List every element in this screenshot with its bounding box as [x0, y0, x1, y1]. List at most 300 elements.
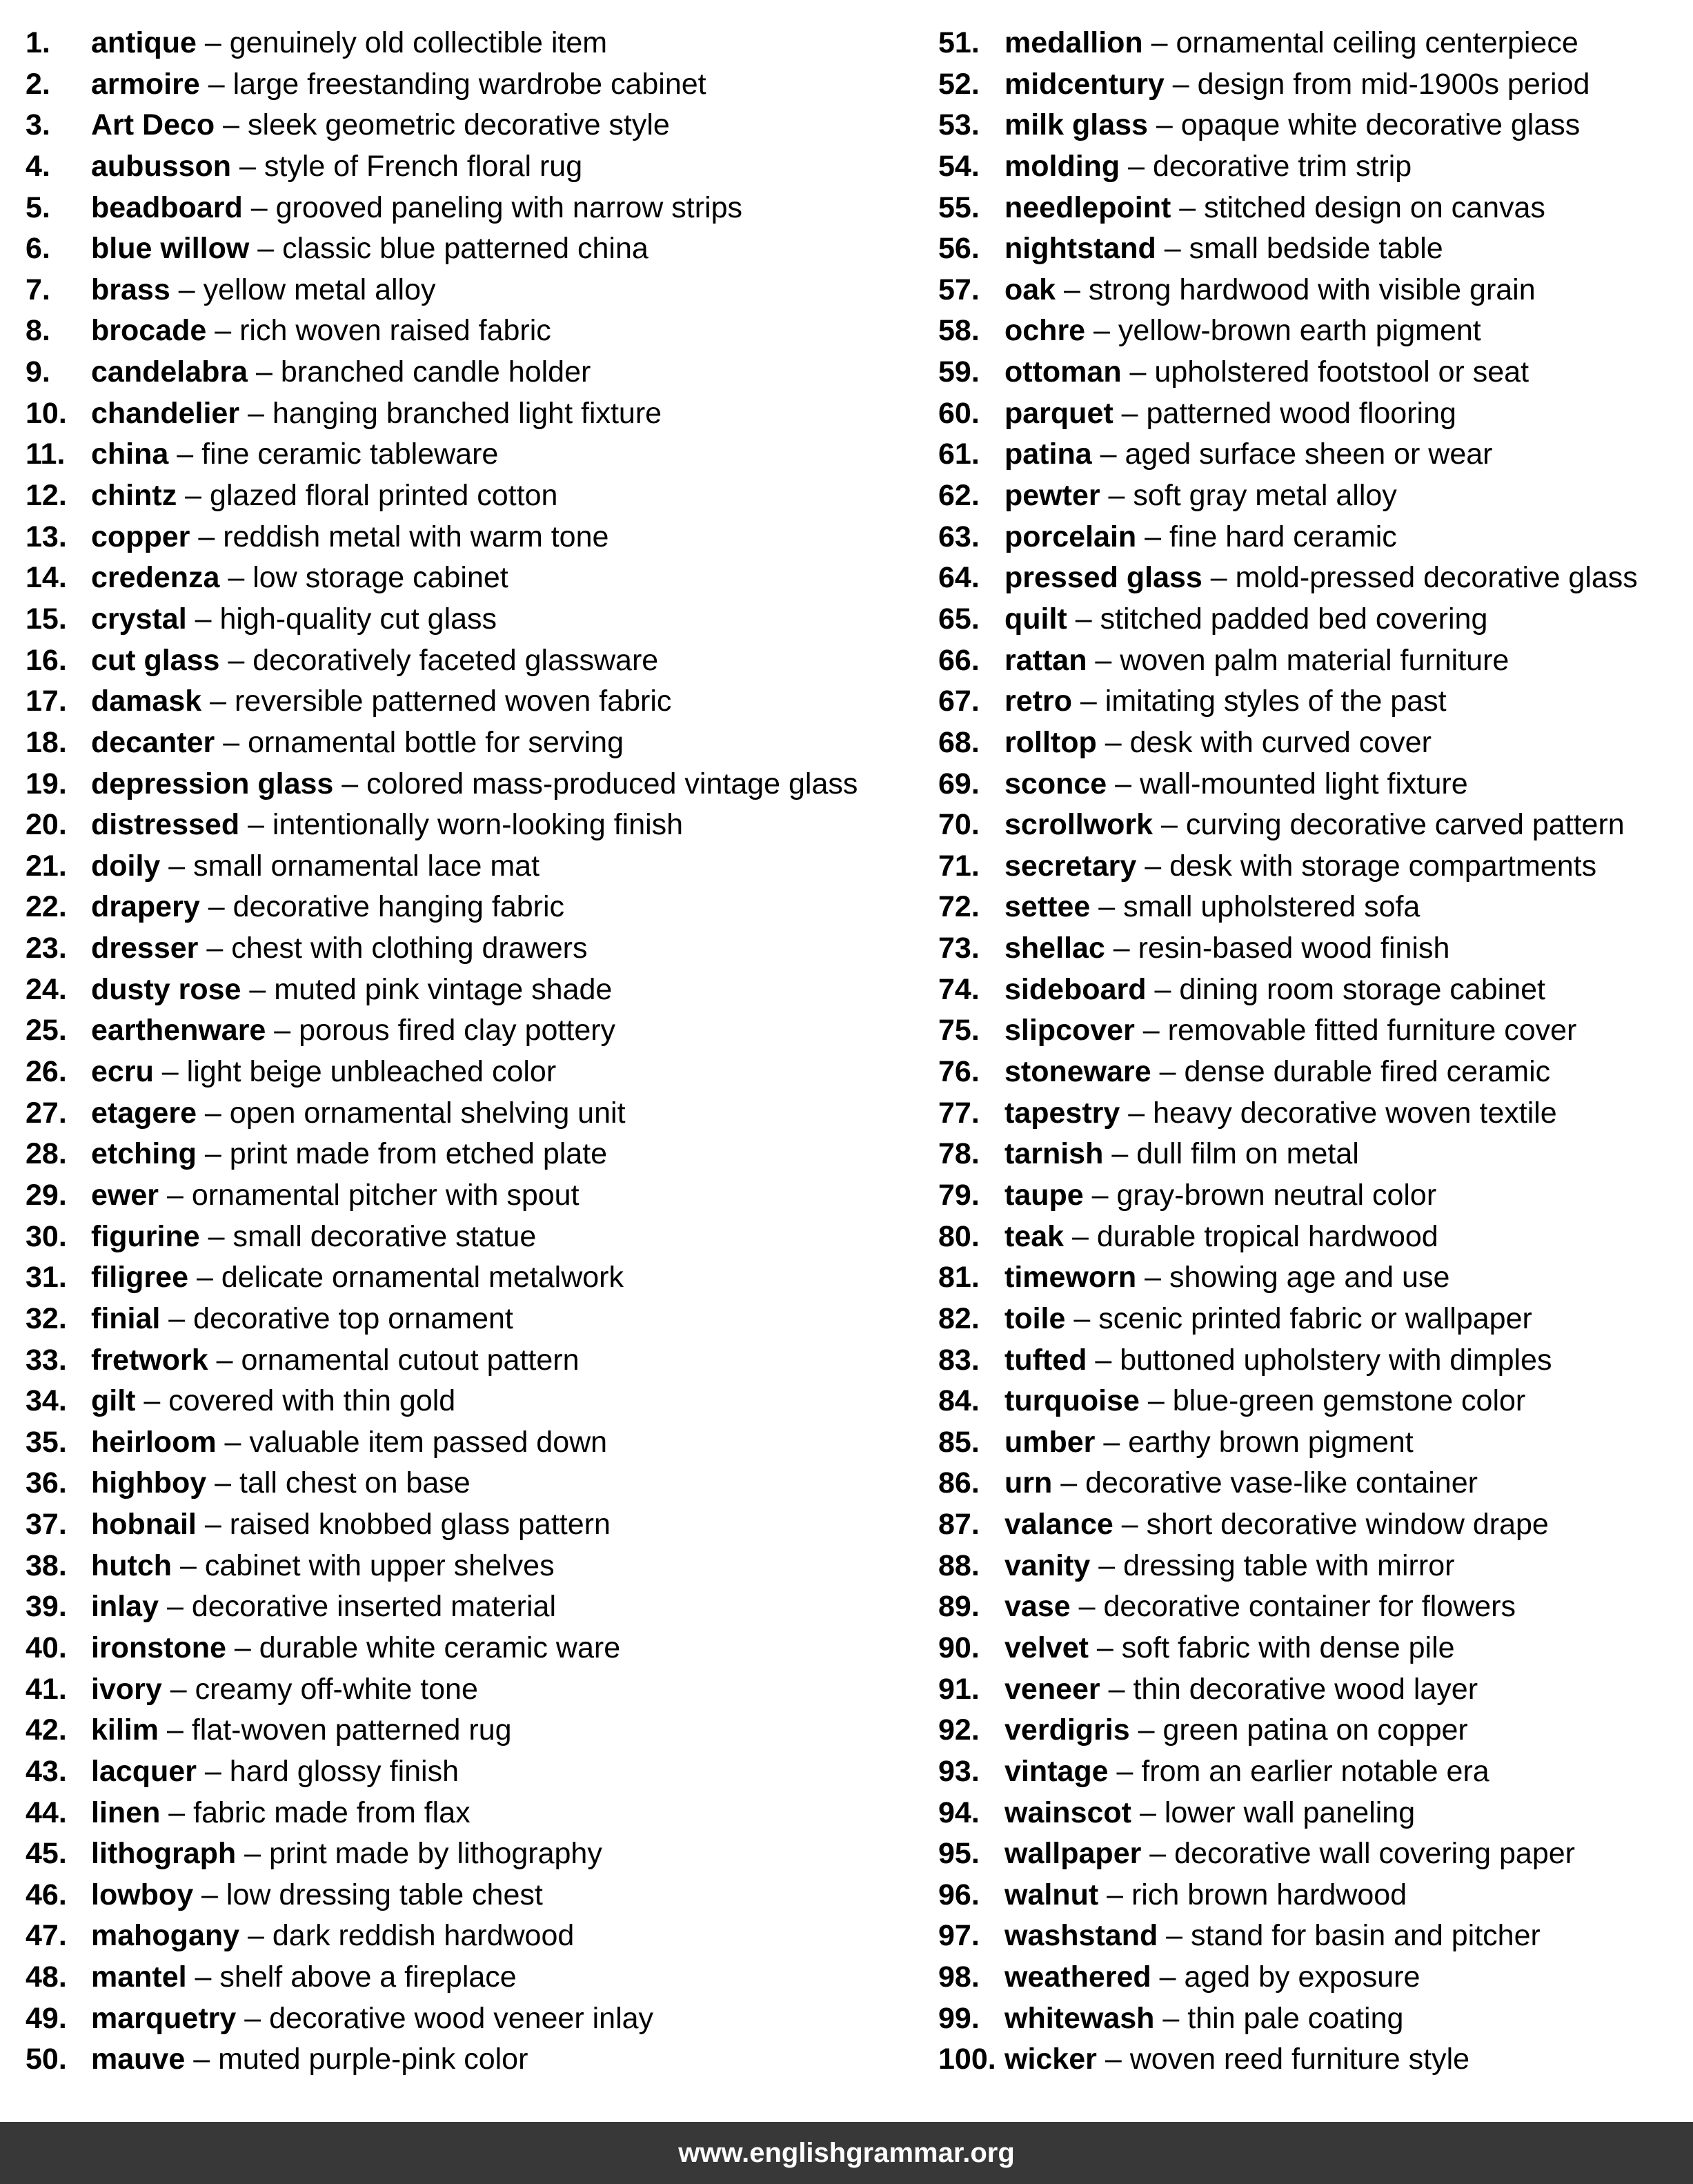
entry-separator: – [1065, 1301, 1099, 1335]
entry-number: 25. [26, 1014, 67, 1047]
entry-text [91, 722, 624, 764]
entry-number: 76. [938, 1055, 980, 1089]
entry-term: umber [1004, 1425, 1096, 1459]
entry-number: 81. [938, 1261, 980, 1295]
entry-term: secretary [1004, 849, 1137, 883]
entry-definition: durable white ceramic ware [259, 1631, 621, 1664]
entry-number: 20. [26, 808, 67, 842]
entry-definition: blue-green gemstone color [1172, 1384, 1526, 1418]
entry-text [1004, 1669, 1478, 1711]
entry-definition: soft fabric with dense pile [1121, 1631, 1455, 1664]
vocabulary-entry [26, 146, 922, 188]
entry-term: vintage [1004, 1754, 1109, 1788]
entry-term: finial [91, 1301, 161, 1335]
entry-number: 33. [26, 1343, 67, 1377]
vocabulary-entry [26, 1217, 922, 1258]
entry-term: etagere [91, 1096, 197, 1130]
entry-number: 91. [938, 1672, 980, 1706]
vocabulary-entry [26, 434, 922, 475]
entry-term: midcentury [1004, 67, 1165, 101]
vocabulary-entry [938, 105, 1693, 146]
entry-number: 9. [26, 355, 50, 389]
entry-term: decanter [91, 725, 215, 759]
vocabulary-entry [938, 722, 1693, 764]
entry-separator: – [333, 767, 367, 800]
entry-number: 63. [938, 520, 980, 553]
entry-separator: – [1136, 849, 1170, 883]
entry-term: distressed [91, 808, 240, 842]
entry-definition: durable tropical hardwood [1096, 1219, 1438, 1253]
entry-term: chandelier [91, 396, 240, 430]
entry-term: rolltop [1004, 725, 1097, 759]
entry-number: 74. [938, 972, 980, 1006]
entry-text [91, 1586, 556, 1628]
vocabulary-entry [938, 1628, 1693, 1669]
entry-number: 100. [938, 2043, 996, 2076]
vocabulary-entry [26, 1793, 922, 1834]
entry-separator: – [1131, 1796, 1165, 1829]
vocabulary-entry [938, 1299, 1693, 1340]
entry-definition: lower wall paneling [1164, 1796, 1416, 1829]
vocabulary-entry [26, 105, 922, 146]
vocabulary-entry [938, 1916, 1693, 1957]
entry-separator: – [1142, 26, 1176, 59]
entry-number: 7. [26, 273, 50, 306]
entry-definition: small bedside table [1189, 232, 1443, 266]
entry-text [1004, 928, 1449, 970]
entry-number: 8. [26, 314, 50, 348]
entry-number: 21. [26, 849, 67, 883]
entry-separator: – [159, 1590, 192, 1624]
entry-definition: shelf above a fireplace [219, 1960, 517, 1994]
vocabulary-entry [26, 270, 922, 311]
entry-term: highboy [91, 1466, 207, 1500]
entry-definition: rich brown hardwood [1131, 1878, 1407, 1911]
entry-term: armoire [91, 67, 200, 101]
entry-text [1004, 1299, 1532, 1340]
entry-text [1004, 805, 1625, 846]
entry-separator: – [201, 685, 235, 718]
vocabulary-entry [26, 681, 922, 722]
entry-text [91, 1340, 580, 1381]
entry-separator: – [236, 2001, 270, 2035]
entry-number: 97. [938, 1919, 980, 1953]
entry-definition: delicate ornamental metalwork [221, 1261, 624, 1295]
vocabulary-entry [26, 970, 922, 1011]
entry-definition: woven palm material furniture [1120, 643, 1509, 677]
entry-term: damask [91, 685, 202, 718]
entry-term: slipcover [1004, 1014, 1135, 1047]
entry-definition: tall chest on base [239, 1466, 471, 1500]
entry-text [91, 928, 587, 970]
entry-separator: – [1129, 1713, 1163, 1747]
entry-separator: – [160, 1301, 194, 1335]
vocabulary-entry [938, 846, 1693, 887]
entry-separator: – [231, 149, 264, 183]
entry-number: 52. [938, 67, 980, 101]
entry-definition: gray-brown neutral color [1116, 1178, 1437, 1212]
entry-number: 98. [938, 1960, 980, 1994]
entry-text [91, 1793, 471, 1834]
entry-text [1004, 1916, 1541, 1957]
entry-number: 49. [26, 2001, 67, 2035]
entry-text [1004, 1381, 1525, 1422]
entry-number: 44. [26, 1796, 67, 1829]
entry-definition: imitating styles of the past [1105, 685, 1447, 718]
entry-term: hobnail [91, 1508, 197, 1542]
entry-term: washstand [1004, 1919, 1158, 1953]
entry-number: 67. [938, 685, 980, 718]
entry-separator: – [172, 1548, 205, 1582]
entry-text [91, 1463, 471, 1504]
entry-text [91, 352, 591, 393]
entry-term: rattan [1004, 643, 1087, 677]
vocabulary-entry [938, 1340, 1693, 1381]
entry-separator: – [1095, 1425, 1129, 1459]
entry-term: lowboy [91, 1878, 194, 1911]
vocabulary-entry [938, 1093, 1693, 1134]
entry-term: lithograph [91, 1837, 237, 1871]
entry-definition: covered with thin gold [168, 1384, 456, 1418]
entry-number: 3. [26, 108, 50, 142]
entry-separator: – [1067, 602, 1100, 636]
entry-separator: – [1087, 1343, 1120, 1377]
entry-text [91, 1299, 513, 1340]
entry-term: chintz [91, 479, 177, 513]
entry-separator: – [196, 1754, 230, 1788]
entry-text [91, 393, 662, 435]
entry-separator: – [1108, 1754, 1142, 1788]
entry-definition: showing age and use [1169, 1261, 1450, 1295]
entry-text [1004, 846, 1596, 887]
entry-text [91, 517, 608, 558]
entry-text [91, 228, 649, 270]
vocabulary-entry [938, 311, 1693, 352]
entry-term: fretwork [91, 1343, 208, 1377]
entry-definition: buttoned upholstery with dimples [1120, 1343, 1552, 1377]
vocabulary-entry [938, 928, 1693, 970]
entry-definition: muted purple-pink color [218, 2043, 528, 2076]
entry-separator: – [239, 396, 273, 430]
entry-number: 78. [938, 1137, 980, 1171]
entry-term: stoneware [1004, 1055, 1151, 1089]
entry-term: wicker [1004, 2043, 1097, 2076]
entry-text [1004, 1957, 1420, 1998]
vocabulary-entry [938, 1833, 1693, 1875]
entry-text [1004, 1586, 1516, 1628]
vocabulary-entry [26, 1957, 922, 1998]
entry-definition: desk with curved cover [1129, 725, 1432, 759]
entry-text [91, 558, 508, 599]
entry-definition: opaque white decorative glass [1180, 108, 1581, 142]
entry-term: hutch [91, 1548, 172, 1582]
entry-number: 85. [938, 1425, 980, 1459]
entry-number: 29. [26, 1178, 67, 1212]
entry-definition: small decorative statue [232, 1219, 537, 1253]
vocabulary-entry [26, 1669, 922, 1711]
vocabulary-entry [26, 1257, 922, 1299]
entry-separator: – [236, 1837, 270, 1871]
entry-text [91, 887, 564, 928]
vocabulary-entry [938, 1751, 1693, 1793]
vocabulary-entry [938, 1381, 1693, 1422]
vocabulary-entry [938, 764, 1693, 805]
entry-text [91, 805, 683, 846]
vocabulary-entry [938, 887, 1693, 928]
entry-term: verdigris [1004, 1713, 1130, 1747]
vocabulary-entry [26, 64, 922, 106]
entry-number: 95. [938, 1837, 980, 1871]
entry-definition: style of French floral rug [264, 149, 583, 183]
entry-number: 22. [26, 890, 67, 924]
vocabulary-entry [26, 2039, 922, 2080]
entry-separator: – [188, 1261, 221, 1295]
entry-number: 41. [26, 1672, 67, 1706]
entry-term: linen [91, 1796, 161, 1829]
entry-text [1004, 558, 1638, 599]
entry-definition: decoratively faceted glassware [253, 643, 659, 677]
entry-separator: – [196, 1137, 230, 1171]
entry-definition: grooved paneling with narrow strips [275, 190, 743, 224]
vocabulary-entry [938, 1257, 1693, 1299]
entry-separator: – [159, 1178, 192, 1212]
left-column-list [26, 23, 922, 2080]
entry-term: brass [91, 273, 170, 306]
entry-separator: – [1088, 1631, 1122, 1664]
entry-term: weathered [1004, 1960, 1151, 1994]
entry-term: marquetry [91, 2001, 237, 2035]
entry-text [91, 2039, 528, 2080]
entry-text [91, 23, 607, 64]
vocabulary-entry [26, 764, 922, 805]
entry-number: 92. [938, 1713, 980, 1747]
entry-number: 1. [26, 26, 50, 59]
vocabulary-entry [938, 1217, 1693, 1258]
entry-number: 4. [26, 149, 50, 183]
entry-text [1004, 1340, 1552, 1381]
entry-separator: – [1100, 1672, 1133, 1706]
entry-separator: – [1105, 932, 1138, 965]
entry-definition: sleek geometric decorative style [248, 108, 670, 142]
right-column-list [938, 23, 1693, 2080]
entry-definition: fine ceramic tableware [201, 437, 499, 471]
vocabulary-entry [26, 599, 922, 640]
entry-term: tapestry [1004, 1096, 1120, 1130]
entry-separator: – [249, 232, 283, 266]
entry-definition: stand for basin and pitcher [1191, 1919, 1541, 1953]
vocabulary-entry [26, 1751, 922, 1793]
entry-number: 66. [938, 643, 980, 677]
entry-text [91, 1998, 653, 2040]
entry-separator: – [196, 26, 230, 59]
entry-number: 36. [26, 1466, 67, 1500]
entry-term: molding [1004, 149, 1120, 183]
entry-separator: – [241, 972, 275, 1006]
entry-number: 69. [938, 767, 980, 800]
entry-text [1004, 1422, 1414, 1464]
entry-definition: high-quality cut glass [219, 602, 497, 636]
entry-text [1004, 722, 1432, 764]
entry-separator: – [159, 1713, 192, 1747]
entry-definition: from an earlier notable era [1141, 1754, 1489, 1788]
entry-definition: ornamental cutout pattern [241, 1343, 580, 1377]
entry-separator: – [215, 725, 248, 759]
vocabulary-entry [26, 1628, 922, 1669]
vocabulary-entry [938, 805, 1693, 846]
entry-number: 68. [938, 725, 980, 759]
entry-separator: – [170, 273, 204, 306]
entry-separator: – [1096, 725, 1130, 759]
entry-definition: colored mass-produced vintage glass [366, 767, 858, 800]
entry-term: aubusson [91, 149, 232, 183]
entry-term: figurine [91, 1219, 200, 1253]
entry-definition: decorative vase-like container [1085, 1466, 1478, 1500]
vocabulary-entry [938, 1875, 1693, 1916]
entry-definition: genuinely old collectible item [229, 26, 608, 59]
entry-definition: hard glossy finish [229, 1754, 459, 1788]
entry-definition: wall-mounted light fixture [1140, 767, 1468, 800]
entry-definition: large freestanding wardrobe cabinet [232, 67, 706, 101]
entry-separator: – [1136, 520, 1169, 553]
vocabulary-entry [26, 517, 922, 558]
vocabulary-entry [938, 23, 1693, 64]
entry-number: 43. [26, 1754, 67, 1788]
vocabulary-entry [938, 434, 1693, 475]
entry-definition: print made from etched plate [229, 1137, 608, 1171]
vocabulary-entry [938, 1710, 1693, 1751]
entry-text [91, 1504, 611, 1546]
entry-term: ivory [91, 1672, 162, 1706]
entry-separator: – [160, 1796, 194, 1829]
vocabulary-entry [938, 352, 1693, 393]
entry-definition: intentionally worn-looking finish [272, 808, 684, 842]
entry-number: 53. [938, 108, 980, 142]
entry-separator: – [239, 808, 273, 842]
entry-text [1004, 640, 1509, 682]
entry-text [1004, 1093, 1557, 1134]
entry-separator: – [206, 314, 240, 348]
entry-definition: mold-pressed decorative glass [1235, 561, 1638, 595]
entry-text [91, 970, 612, 1011]
entry-number: 32. [26, 1301, 67, 1335]
entry-text [1004, 599, 1487, 640]
entry-number: 59. [938, 355, 980, 389]
entry-definition: glazed floral printed cotton [210, 479, 558, 513]
entry-separator: – [1070, 1590, 1104, 1624]
entry-separator: – [1153, 808, 1186, 842]
entry-text [1004, 681, 1447, 722]
vocabulary-entry [26, 805, 922, 846]
entry-definition: short decorative window drape [1146, 1508, 1549, 1542]
entry-term: veneer [1004, 1672, 1100, 1706]
entry-separator: – [266, 1014, 299, 1047]
entry-number: 56. [938, 232, 980, 266]
entry-term: blue willow [91, 232, 250, 266]
entry-text [1004, 1217, 1438, 1258]
entry-term: ironstone [91, 1631, 226, 1664]
entry-term: drapery [91, 890, 200, 924]
entry-number: 34. [26, 1384, 67, 1418]
entry-text [91, 1175, 580, 1217]
entry-number: 89. [938, 1590, 980, 1624]
entry-text [1004, 188, 1545, 229]
entry-number: 82. [938, 1301, 980, 1335]
entry-term: crystal [91, 602, 187, 636]
entry-definition: strong hardwood with visible grain [1088, 273, 1536, 306]
entry-text [91, 475, 557, 517]
entry-term: ottoman [1004, 355, 1122, 389]
entry-term: pewter [1004, 479, 1100, 513]
entry-number: 14. [26, 561, 67, 595]
entry-term: mantel [91, 1960, 187, 1994]
entry-text [1004, 270, 1536, 311]
vocabulary-entry [938, 1998, 1693, 2040]
entry-separator: – [239, 1919, 273, 1953]
entry-term: gilt [91, 1384, 136, 1418]
vocabulary-entry [26, 1422, 922, 1464]
entry-separator: – [1071, 685, 1105, 718]
entry-text [91, 1710, 512, 1751]
entry-number: 38. [26, 1548, 67, 1582]
entry-term: filigree [91, 1261, 188, 1295]
vocabulary-entry [26, 1998, 922, 2040]
entry-separator: – [1100, 479, 1133, 513]
entry-definition: muted pink vintage shade [274, 972, 613, 1006]
entry-number: 16. [26, 643, 67, 677]
vocabulary-entry [938, 1793, 1693, 1834]
vocabulary-entry [938, 1546, 1693, 1587]
entry-separator: – [1085, 314, 1118, 348]
footer-website-link[interactable]: www.englishgrammar.org [678, 2137, 1015, 2168]
entry-separator: – [1154, 2001, 1188, 2035]
entry-definition: patterned wood flooring [1146, 396, 1456, 430]
entry-text [1004, 1998, 1403, 2040]
vocabulary-entry [938, 517, 1693, 558]
entry-definition: dull film on metal [1136, 1137, 1359, 1171]
vocabulary-entry [938, 1175, 1693, 1217]
entry-definition: upholstered footstool or seat [1154, 355, 1529, 389]
entry-text [1004, 1833, 1575, 1875]
entry-text [1004, 352, 1529, 393]
entry-text [91, 1751, 459, 1793]
entry-definition: chest with clothing drawers [231, 932, 588, 965]
vocabulary-entry [938, 1134, 1693, 1175]
entry-term: candelabra [91, 355, 248, 389]
entry-separator: – [1136, 1261, 1169, 1295]
entry-term: wainscot [1004, 1796, 1131, 1829]
entry-number: 90. [938, 1631, 980, 1664]
entry-number: 51. [938, 26, 980, 59]
entry-definition: hanging branched light fixture [272, 396, 662, 430]
entry-number: 17. [26, 685, 67, 718]
entry-definition: porous fired clay pottery [299, 1014, 616, 1047]
entry-number: 6. [26, 232, 50, 266]
vocabulary-entry [26, 1175, 922, 1217]
entry-separator: – [1083, 1178, 1117, 1212]
vocabulary-entry [26, 1504, 922, 1546]
entry-number: 57. [938, 273, 980, 306]
entry-text [91, 1134, 607, 1175]
entry-text [1004, 1628, 1455, 1669]
entry-separator: – [160, 849, 194, 883]
entry-text [1004, 311, 1481, 352]
entry-number: 10. [26, 396, 67, 430]
entry-number: 45. [26, 1837, 67, 1871]
vocabulary-entry [26, 1546, 922, 1587]
entry-text [91, 1381, 455, 1422]
entry-separator: – [153, 1055, 187, 1089]
entry-separator: – [1087, 643, 1120, 677]
